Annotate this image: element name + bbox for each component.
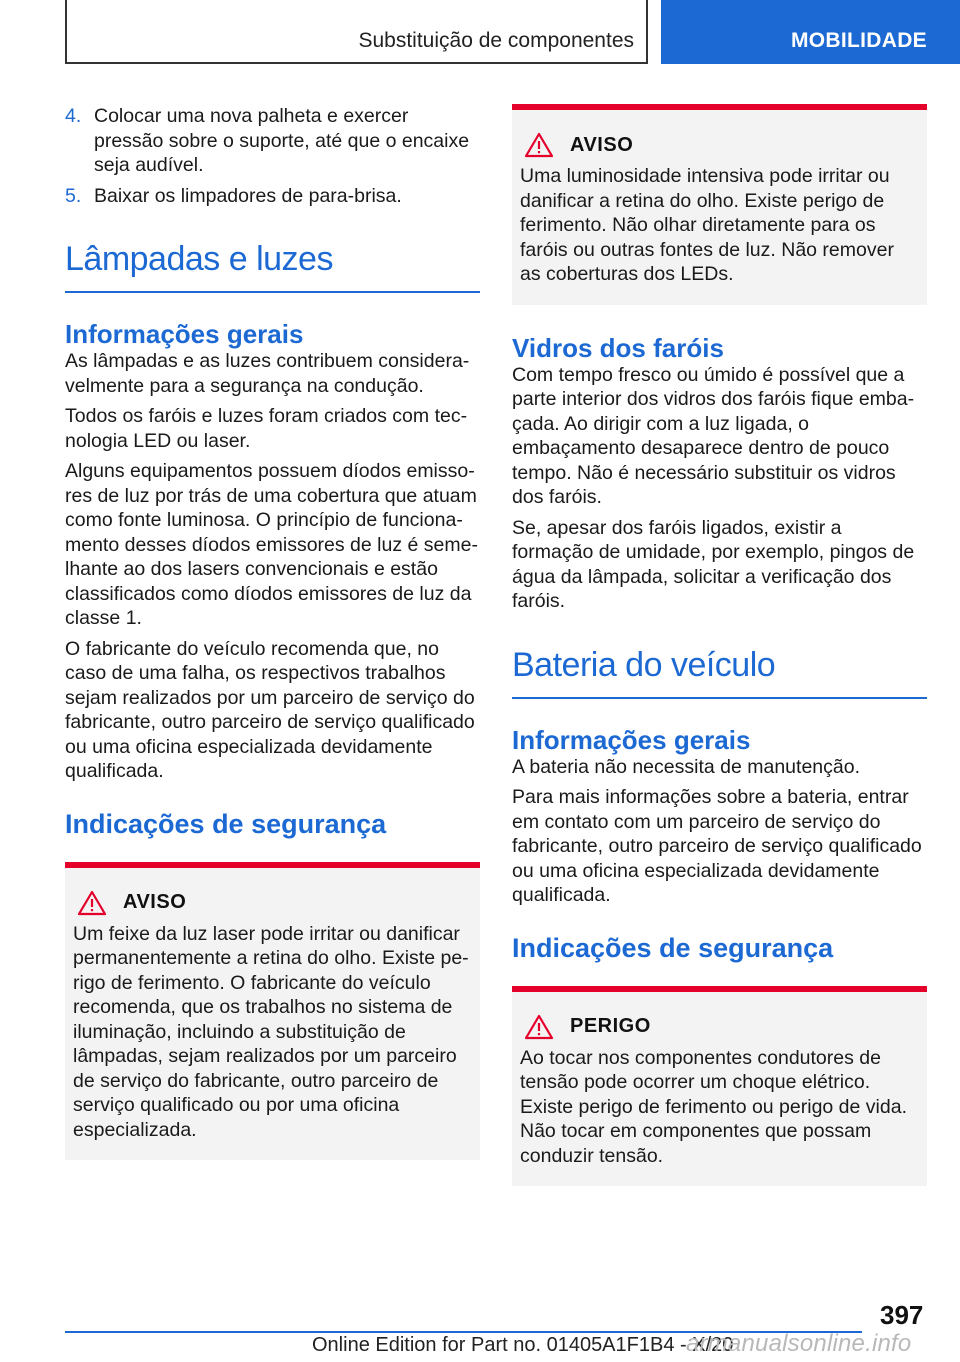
header-section-box: [65, 0, 648, 64]
warning-text: Um feixe da luz laser pode irritar ou danificar permanentemente a retina do olho. Existe perigo de ferimento. O fabricante do veículo recomenda, que os trabalhos no sistema de iluminação, incluindo a substituição de lâmpadas, sejam realizados por um parceiro de serviço do fabricante, outro parceiro de serviço qualificado ou por uma oficina especializada.: [73, 922, 469, 1141]
warning-triangle-icon: [524, 132, 554, 158]
step-text: Colocar uma nova palheta e exercer pressão sobre o suporte, até que o encaixe seja audível.: [94, 105, 470, 176]
paragraph: Se, apesar dos faróis ligados, existir a formação de umidade, por exemplo, pingos de água da lâmpada, solicitar a verificação dos faróis.: [512, 516, 915, 612]
watermark: armanualsonline.info: [686, 1330, 912, 1357]
header-section-title: Substituição de componentes: [358, 29, 634, 52]
subtitle-battery-general: Informações gerais: [512, 724, 751, 755]
section-title-battery: Bateria do veículo: [512, 646, 927, 699]
danger-text: Ao tocar nos componentes condutores de tensão pode ocorrer um choque elétrico. Existe perigo de ferimento ou perigo de vida. Não tocar em componentes que possam conduzir tensão.: [520, 1046, 907, 1167]
warning-triangle-icon: [77, 890, 107, 916]
paragraph: Com tempo fresco ou úmido é possível que a parte interior dos vidros dos faróis fique embaçada. Ao dirigir com a luz ligada, o embaçamento desaparece dentro de pouco tempo. Não é necessário substituir os vidros dos faróis.: [512, 363, 915, 508]
step-item-5: [65, 184, 480, 209]
paragraph: As lâmpadas e as luzes contribuem consideravelmente para a segurança na condução.: [65, 350, 470, 397]
footer-edition: Online Edition for Part no. 01405A1F1B4 - X/20: [312, 1334, 734, 1356]
step-text: Baixar os limpadores de para-brisa.: [94, 184, 402, 207]
section-title-lamps: Lâmpadas e luzes: [65, 240, 480, 293]
warning-box: [512, 104, 927, 305]
step-item-4: [65, 104, 480, 178]
warning-box: [65, 862, 480, 1161]
paragraph: O fabricante do veículo recomenda que, no caso de uma falha, os respectivos trabalhos sejam realizados por um parceiro de serviço do fabricante, outro parceiro de serviço qualificado ou uma oficina especializada devidamente qualificada.: [65, 637, 475, 782]
paragraph: Alguns equipamentos possuem díodos emissores de luz por trás de uma cobertura que atuam como fonte luminosa. O princípio de funcionamento desses díodos emissores de luz é semelhante ao dos lasers convencionais e estão classificados como díodos emissores de luz da classe 1.: [65, 460, 478, 629]
danger-box: [512, 986, 927, 1187]
step-number: 4.: [65, 105, 82, 127]
warning-label: AVISO: [123, 891, 187, 913]
paragraph: Todos os faróis e luzes foram criados com tecnologia LED ou laser.: [65, 405, 468, 452]
paragraph: Para mais informações sobre a bateria, entrar em contato com um parceiro de serviço do fabricante, outro parceiro de serviço qualificado ou uma oficina especializada devidamente qualificada.: [512, 786, 922, 906]
danger-label: PERIGO: [570, 1015, 651, 1037]
header-chapter-badge: [661, 0, 960, 64]
step-number: 5.: [65, 184, 82, 207]
subtitle-safety: Indicações de segurança: [65, 808, 387, 839]
subtitle-safety: Indicações de segurança: [512, 932, 834, 963]
warning-text: Uma luminosidade intensiva pode irritar ou danificar a retina do olho. Existe perigo de ferimento. Não olhar diretamente para os faróis ou outras fontes de luz. Não remover as coberturas dos LEDs.: [520, 165, 894, 285]
subtitle-general-info: Informações gerais: [65, 319, 304, 349]
page-number: 397: [880, 1300, 924, 1330]
right-column: [512, 104, 927, 1186]
paragraph: A bateria não necessita de manutenção.: [512, 755, 860, 778]
header-chapter-label: MOBILIDADE: [791, 29, 927, 52]
warning-triangle-icon: [524, 1014, 554, 1040]
left-column: [65, 104, 480, 1160]
subtitle-headlight-glass: Vidros dos faróis: [512, 332, 724, 363]
warning-label: AVISO: [570, 133, 634, 156]
